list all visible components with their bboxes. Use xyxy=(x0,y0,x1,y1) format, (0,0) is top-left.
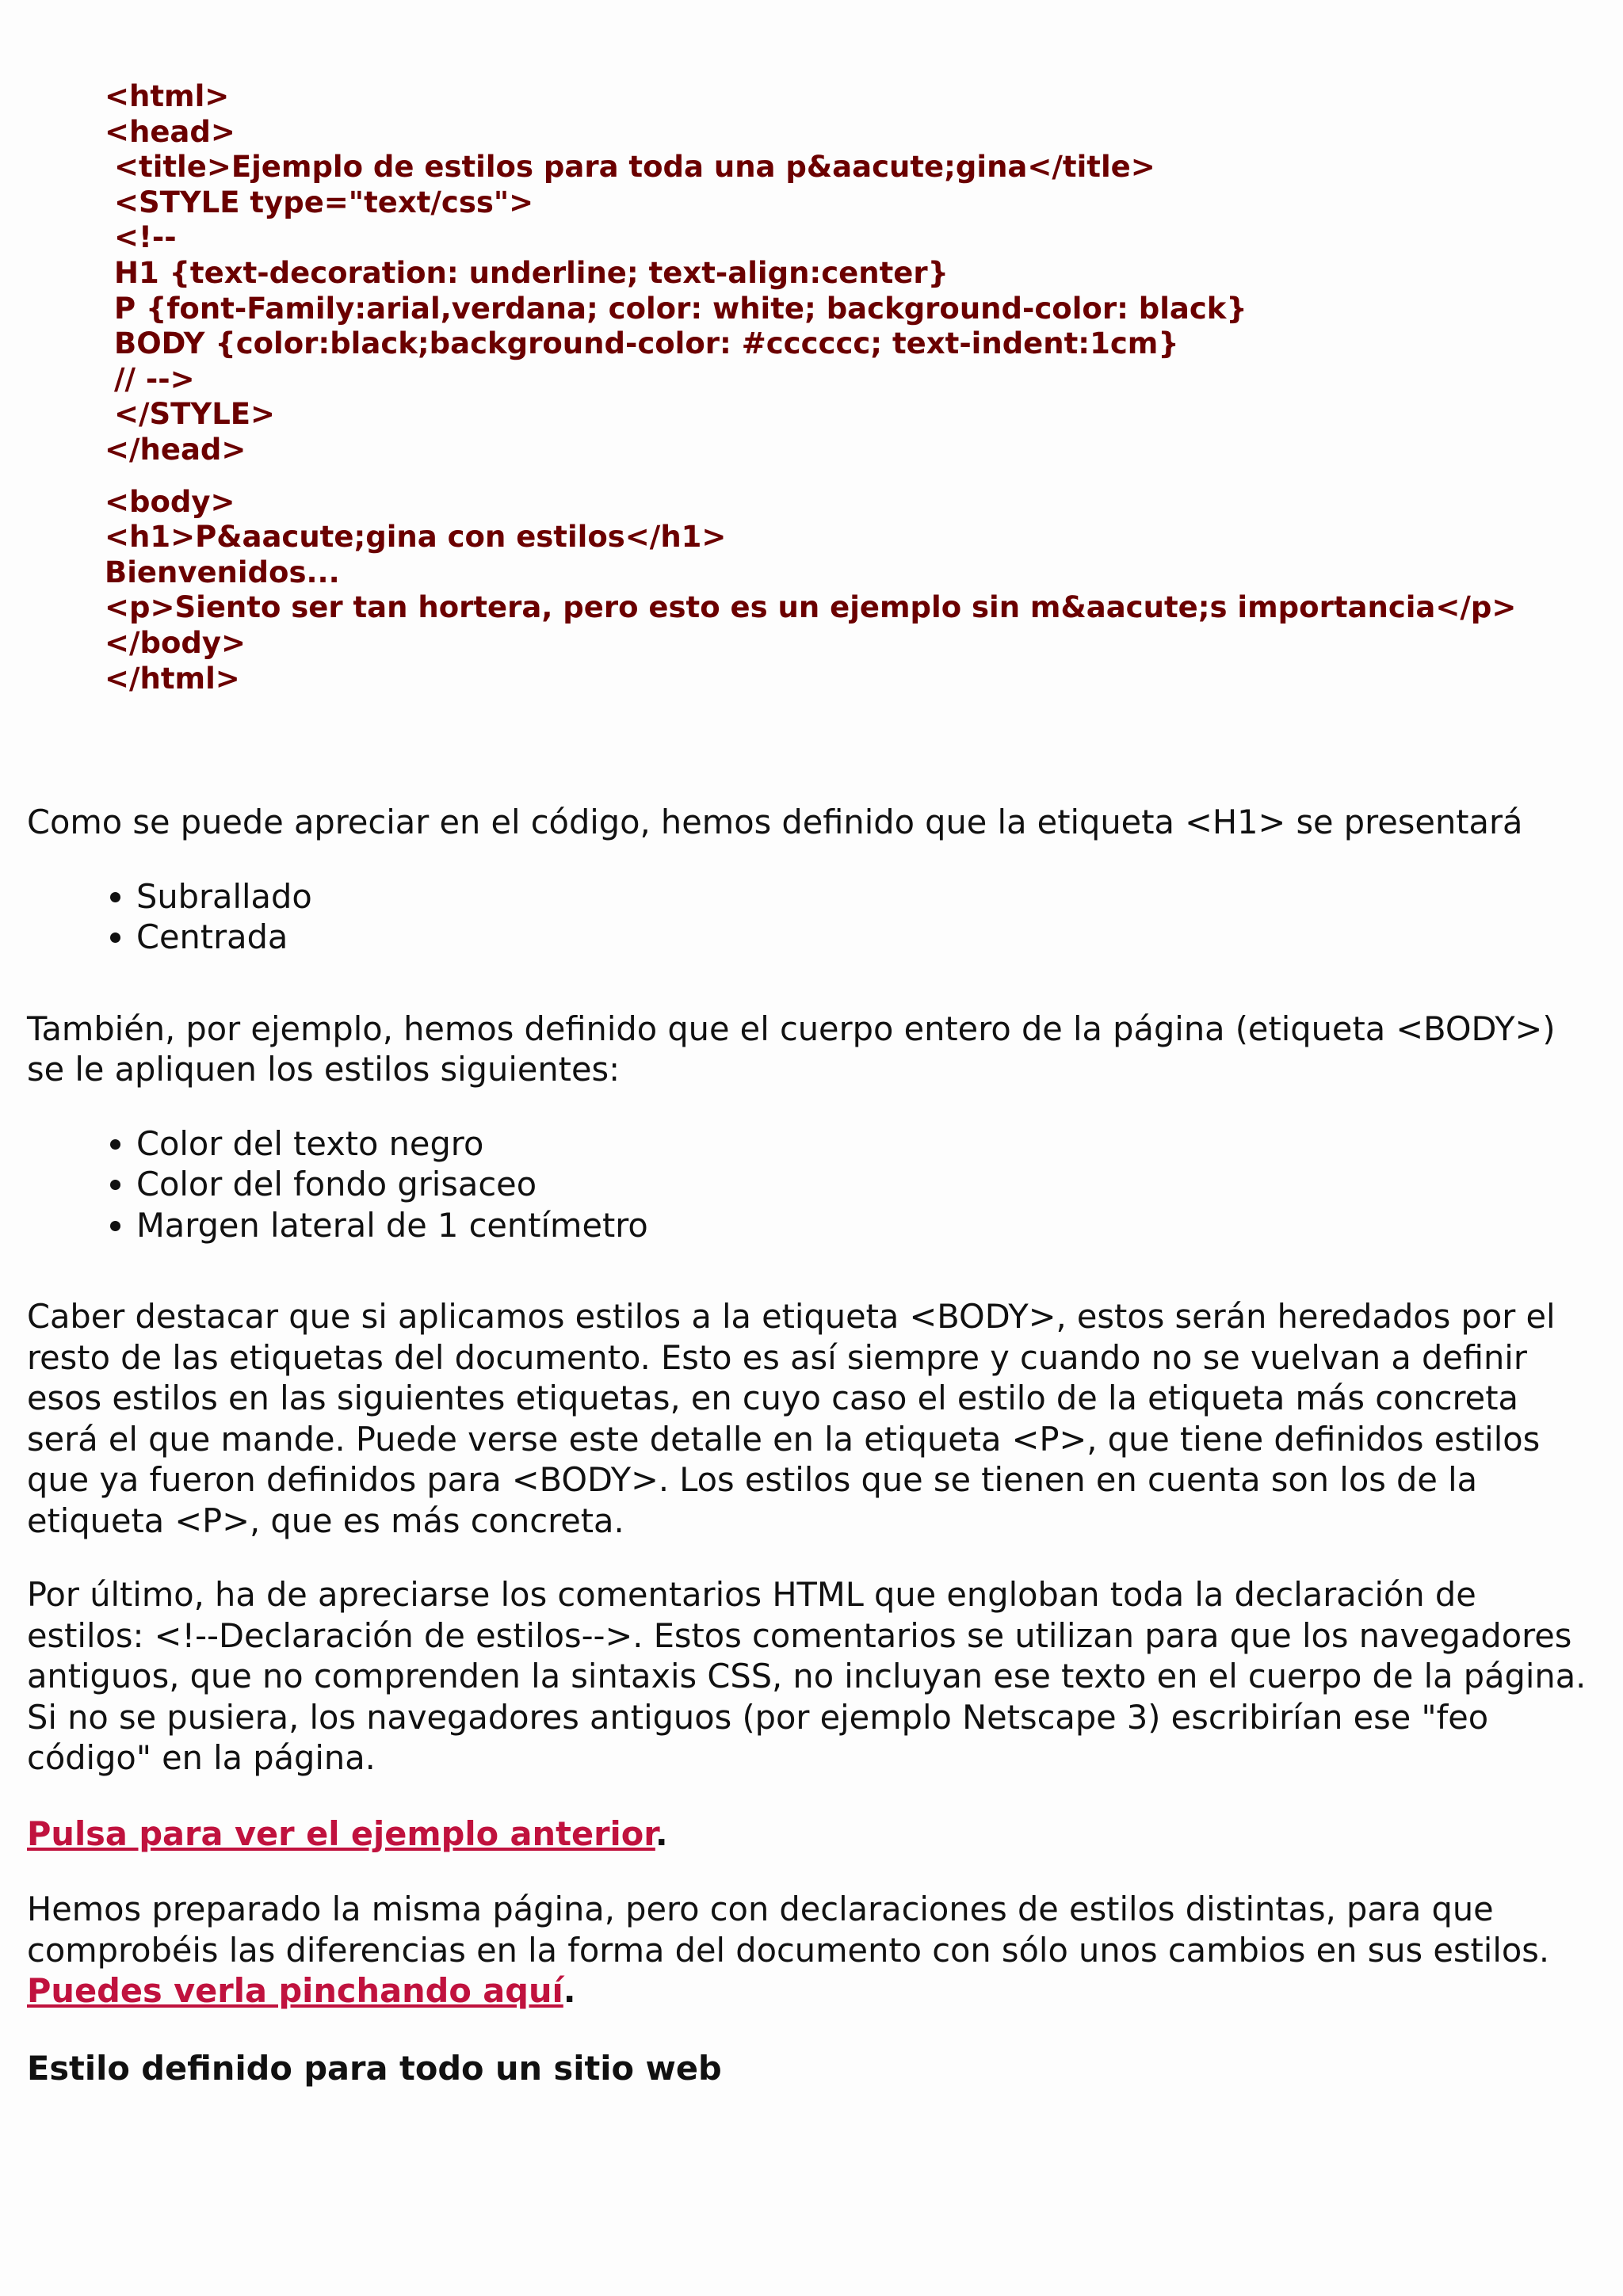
code-line: </STYLE> xyxy=(114,397,276,432)
code-line: H1 {text-decoration: underline; text-align:center} xyxy=(114,255,949,290)
section-heading: Estilo definido para todo un sitio web xyxy=(27,2048,722,2088)
code-line: <STYLE type="text/css"> xyxy=(114,185,534,219)
paragraph-h1-intro: Como se puede apreciar en el código, hemos definido que la etiqueta <H1> se presentará xyxy=(27,803,1523,841)
code-line: <head> xyxy=(105,114,235,149)
code-line: <html> xyxy=(105,79,230,113)
code-line: <body> xyxy=(105,484,235,519)
view-example-link[interactable]: Pulsa para ver el ejemplo anterior xyxy=(27,1814,655,1853)
body-styles-list xyxy=(27,1123,1596,1246)
variant-text: Hemos preparado la misma página, pero con declaraciones de estilos distintas, para que comprobéis las diferencias en la forma del documento con sólo unos cambios en sus estilos. xyxy=(27,1890,1550,1970)
code-gap xyxy=(105,468,1516,485)
paragraph-inheritance: Caber destacar que si aplicamos estilos a la etiqueta <BODY>, estos serán heredados por el resto de las etiquetas del documento. Esto es así siempre y cuando no se vuelvan a definir esos estilos en las siguientes etiquetas, en cuyo caso el estilo de la etiqueta más concreta será el que mande. Puede verse este detalle en la etiqueta <P>, que tiene definidos estilos que ya fueron definidos para <BODY>. Los estilos que se tienen en cuenta son los de la etiqueta <P>, que es más concreta. xyxy=(27,1297,1556,1540)
paragraph-variant xyxy=(27,1889,1596,2012)
list-item: • Subrallado xyxy=(136,876,1596,917)
code-line: <title>Ejemplo de estilos para toda una p&aacute;gina</title> xyxy=(114,150,1155,185)
paragraph-example-link xyxy=(27,1814,1596,1855)
paragraph-comments: Por último, ha de apreciarse los comentarios HTML que engloban toda la declaración de estilos: <!--Declaración de estilos-->. Estos comentarios se utilizan para que los navegadores antiguos, que no comprenden la sintaxis CSS, no incluyan ese texto en el cuerpo de la página. Si no se pusiera, los navegadores antiguos (por ejemplo Netscape 3) escribirían ese "feo código" en la página. xyxy=(27,1575,1587,1777)
code-line: <h1>P&aacute;gina con estilos</h1> xyxy=(105,520,727,555)
code-line: </head> xyxy=(105,432,246,467)
article-body xyxy=(27,802,1596,2088)
code-line: </body> xyxy=(105,625,246,660)
list-item: • Margen lateral de 1 centímetro xyxy=(136,1205,1596,1246)
list-item: • Color del fondo grisaceo xyxy=(136,1164,1596,1205)
view-variant-link[interactable]: Puedes verla pinchando aquí xyxy=(27,1971,563,2010)
paragraph-body-intro: También, por ejemplo, hemos definido que el cuerpo entero de la página (etiqueta <BODY>) se le apliquen los estilos siguientes: xyxy=(27,1009,1556,1089)
code-line: </html> xyxy=(105,661,240,696)
link-suffix: . xyxy=(563,1971,576,2010)
list-item: • Color del texto negro xyxy=(136,1123,1596,1165)
code-line: <p>Siento ser tan hortera, pero esto es un ejemplo sin m&aacute;s importancia</p> xyxy=(105,590,1517,625)
list-item: • Centrada xyxy=(136,917,1596,958)
code-line: // --> xyxy=(114,361,195,396)
code-line: <!-- xyxy=(114,220,177,255)
h1-styles-list xyxy=(27,876,1596,958)
code-line: P {font-Family:arial,verdana; color: white; background-color: black} xyxy=(114,291,1247,326)
link-suffix: . xyxy=(655,1814,668,1853)
code-line: BODY {color:black;background-color: #cccccc; text-indent:1cm} xyxy=(114,326,1179,361)
code-example xyxy=(105,79,1516,696)
code-line: Bienvenidos... xyxy=(105,555,340,589)
